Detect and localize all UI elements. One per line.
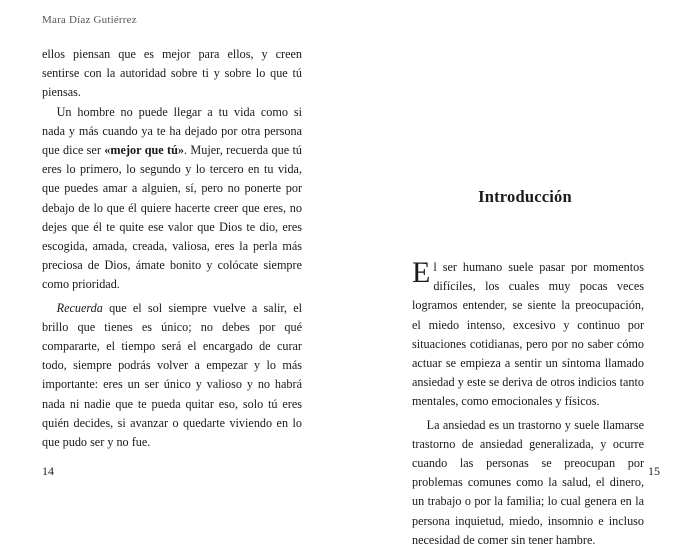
paragraph-text: . Mujer, recuerda que tú eres lo primero, lo segundo y lo tercero en tu vida, que puedes amar a alguien, sí, pero no ponerte por debajo de lo que él quiere hacerte creer que eres, no dejes que él te quite ese valor que Dios te dio, eres escogida, amada, creada, valiosa, eres la perla más preciosa de Dios, ámate bonito y colócate siempre como prioridad. xyxy=(42,143,302,292)
page-number: 15 xyxy=(648,464,660,478)
paragraph-text: l ser humano suele pasar por momentos difíciles, los cuales muy pocas veces logramos entender, se siente la preocupación, el miedo intenso, excesivo y continuo por situaciones cotidianas, pero por no saber cómo actuar se empieza a sentir un síntoma llamado ansiedad y este se deriva de otros indicios tanto mentales, como emocionales y físicos. xyxy=(412,260,644,409)
paragraph xyxy=(42,103,302,295)
paragraph xyxy=(412,258,644,412)
paragraph xyxy=(42,299,302,453)
paragraph-text: Un hombre no puede llegar a tu vida como si nada y más cuando ya te ha dejado por otra persona que dice ser xyxy=(42,104,302,158)
paragraph xyxy=(42,45,302,103)
emphasis-italic: Recuerda xyxy=(56,300,103,315)
paragraph-text: que el sol siempre vuelve a salir, el brillo que tienes es único; no debes por qué compararte, el tiempo será el encargado de curar todo, siempre podrás volver a empezar y lo más importante: eres un ser único y valioso y no habrá nada ni nadie que te pueda quitar eso, solo tú eres quién decides, si avanzar o quedarte viviendo en lo que pudo ser y no fue. xyxy=(42,300,302,450)
running-head-author: Mara Díaz Gutiérrez xyxy=(42,14,137,26)
chapter-title: Introducción xyxy=(478,187,572,206)
emphasis-bold: «mejor que tú» xyxy=(104,143,184,158)
paragraph-text: ellos piensan que es mejor para ellos, y creen sentirse con la autoridad sobre ti y sobre lo que tú piensas. xyxy=(42,47,302,100)
right-page-body xyxy=(412,258,644,550)
paragraph xyxy=(412,416,644,550)
left-page-body xyxy=(42,45,302,452)
paragraph-text: La ansiedad es un trastorno y suele llamarse trastorno de ansiedad generalizada, y ocurre cuando las personas se preocupan por problemas comunes como la salud, el dinero, un trabajo o por la familia; lo cual genera en la persona inquietud, miedo, insomnio e incluso necesidad de comer sin tener hambre. xyxy=(412,417,644,547)
page-number: 14 xyxy=(42,464,54,478)
left-page xyxy=(0,0,350,500)
drop-cap: E xyxy=(412,256,431,289)
